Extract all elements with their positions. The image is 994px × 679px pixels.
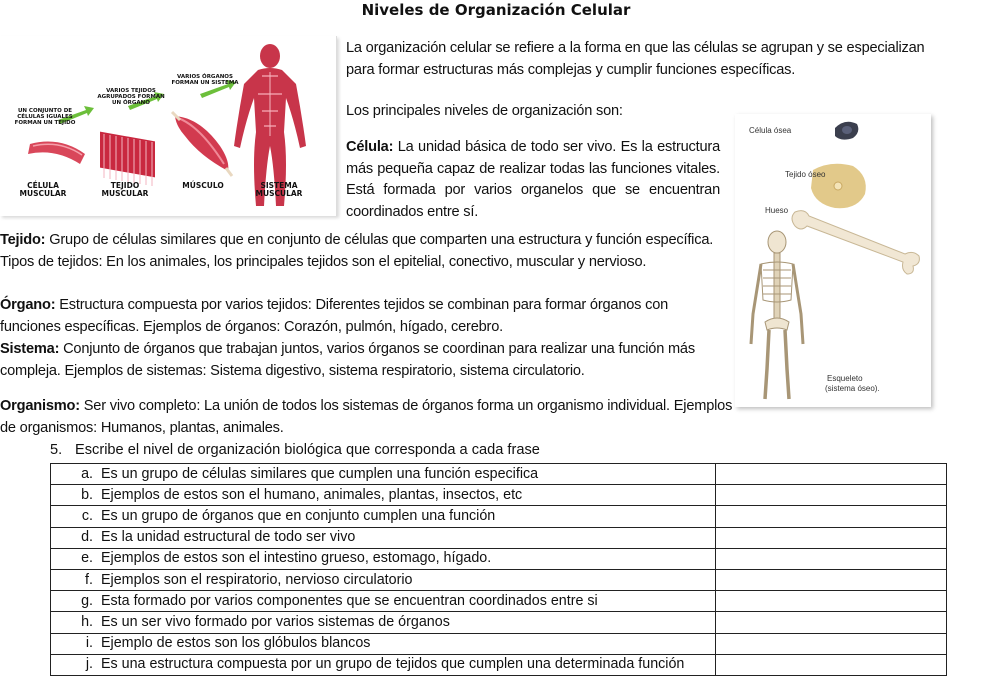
term-celula: Célula: [346, 139, 394, 155]
table-row [51, 485, 947, 506]
caption-organs-to-system: VARIOS ÓRGANOS FORMAN UN SISTEMA [171, 74, 239, 86]
bone-illustration [735, 114, 931, 407]
item-text: Es la unidad estructural de todo ser vivo [101, 529, 356, 546]
answer-cell[interactable] [716, 527, 947, 548]
desc-celula: La unidad básica de todo ser vivo. Es la estructura más pequeña capaz de realizar todas las funciones vitales. Está formada por varios organelos que se encuentran coordinados entre sí. [346, 139, 720, 220]
answer-cell[interactable] [716, 548, 947, 569]
level-organo [0, 295, 728, 338]
item-letter: i. [85, 635, 93, 652]
answer-cell[interactable] [716, 591, 947, 612]
table-row [51, 548, 947, 569]
item-text: Ejemplos son el respiratorio, nervioso circulatorio [101, 571, 413, 588]
bone-icon [792, 211, 919, 274]
muscle-cell-icon [28, 142, 85, 164]
table-row [51, 506, 947, 527]
label-bone-tissue: Tejido óseo [785, 170, 826, 179]
answer-cell[interactable] [716, 633, 947, 654]
level-tejido [0, 230, 728, 273]
label-muscle: MÚSCULO [182, 181, 224, 190]
desc-sistema: Conjunto de órganos que trabajan juntos, varios órganos se coordinan para realizar una función más compleja. Ejemplos de sistemas: Sistema digestivo, sistema respiratorio, sistema circulatorio. [0, 341, 695, 379]
table-row [51, 612, 947, 633]
level-organismo [0, 396, 735, 439]
table-row [51, 569, 947, 590]
answer-cell[interactable] [716, 506, 947, 527]
intro-paragraph: La organización celular se refiere a la forma en que las células se agrupan y se especializan para formar estructuras más complejas y cumplir funciones específicas. [346, 40, 925, 78]
item-letter: g. [81, 592, 93, 609]
muscle-organization-figure [0, 36, 337, 216]
skeleton-icon [751, 231, 803, 399]
level-celula [346, 137, 720, 223]
page-title: Niveles de Organización Celular [361, 1, 631, 19]
item-text: Es un ser vivo formado por varios sistemas de órganos [101, 613, 450, 630]
item-letter: j. [85, 656, 93, 673]
item-letter: d. [81, 529, 93, 546]
caption-cells-to-tissue: UN CONJUNTO DE CÉLULAS IGUALES FORMAN UN TEJIDO [14, 108, 76, 126]
bone-organization-figure [735, 114, 931, 407]
answer-cell[interactable] [716, 612, 947, 633]
term-organismo: Organismo: [0, 398, 80, 414]
desc-organismo: Ser vivo completo: La unión de todos los sistemas de órganos forma un organismo individual. Ejemplos de organismos: Humanos, plantas, animales. [0, 398, 733, 436]
term-tejido: Tejido: [0, 232, 46, 248]
label-muscular-system: SISTEMA MUSCULAR [255, 181, 303, 198]
item-letter: e. [81, 550, 93, 567]
muscle-organ-icon [172, 112, 232, 176]
label-bone: Hueso [765, 206, 789, 215]
item-text: Ejemplos de estos son el intestino grueso, estomago, hígado. [101, 550, 492, 567]
item-text: Es un grupo de células similares que cumplen una función especifica [101, 465, 539, 482]
answer-cell[interactable] [716, 654, 947, 675]
caption-tissues-to-organ: VARIOS TEJIDOS AGRUPADOS FORMAN UN ÓRGANO [97, 88, 165, 106]
exercise-prompt-text: Escribe el nivel de organización biológica que corresponda a cada frase [75, 442, 540, 458]
levels-intro: Los principales niveles de organización son: [346, 103, 623, 119]
answer-cell[interactable] [716, 464, 947, 485]
item-text: Es una estructura compuesta por un grupo de tejidos que cumplen una determinada función [101, 656, 685, 673]
bone-cell-icon [835, 122, 858, 140]
label-muscle-tissue: TEJIDO MUSCULAR [101, 181, 149, 198]
exercise-prompt [50, 442, 540, 458]
label-skeletal-system: (sistema óseo). [825, 384, 880, 393]
answer-cell[interactable] [716, 569, 947, 590]
item-letter: b. [81, 486, 93, 503]
exercise-table [50, 463, 947, 676]
table-row [51, 633, 947, 654]
exercise-number: 5. [50, 442, 63, 458]
term-organo: Órgano: [0, 297, 56, 313]
item-letter: c. [81, 507, 93, 524]
item-letter: h. [81, 613, 93, 630]
muscle-tissue-icon [100, 132, 155, 186]
answer-cell[interactable] [716, 485, 947, 506]
item-text: Esta formado por varios componentes que se encuentran coordinados entre si [101, 592, 598, 609]
table-row [51, 527, 947, 548]
label-skeleton: Esqueleto [827, 374, 863, 383]
item-text: Ejemplo de estos son los glóbulos blancos [101, 635, 371, 652]
table-row [51, 464, 947, 485]
table-row [51, 654, 947, 675]
item-letter: a. [81, 465, 93, 482]
label-bone-cell: Célula ósea [749, 126, 792, 135]
item-text: Ejemplos de estos son el humano, animales, plantas, insectos, etc [101, 486, 523, 503]
term-sistema: Sistema: [0, 341, 60, 357]
item-letter: f. [85, 571, 93, 588]
table-row [51, 591, 947, 612]
desc-organo: Estructura compuesta por varios tejidos: Diferentes tejidos se combinan para formar órganos con funciones específicas. Ejemplos de órganos: Corazón, pulmón, hígado, cerebro. [0, 297, 669, 335]
desc-tejido: Grupo de células similares que en conjunto de células que comparten una estructura y función específica. Tipos de tejidos: En los animales, los principales tejidos son el epitelial, conectivo, muscular y nervioso. [0, 232, 714, 270]
label-muscle-cell: CÉLULA MUSCULAR [19, 181, 67, 198]
level-sistema [0, 339, 728, 382]
item-text: Es un grupo de órganos que en conjunto cumplen una función [101, 507, 496, 524]
